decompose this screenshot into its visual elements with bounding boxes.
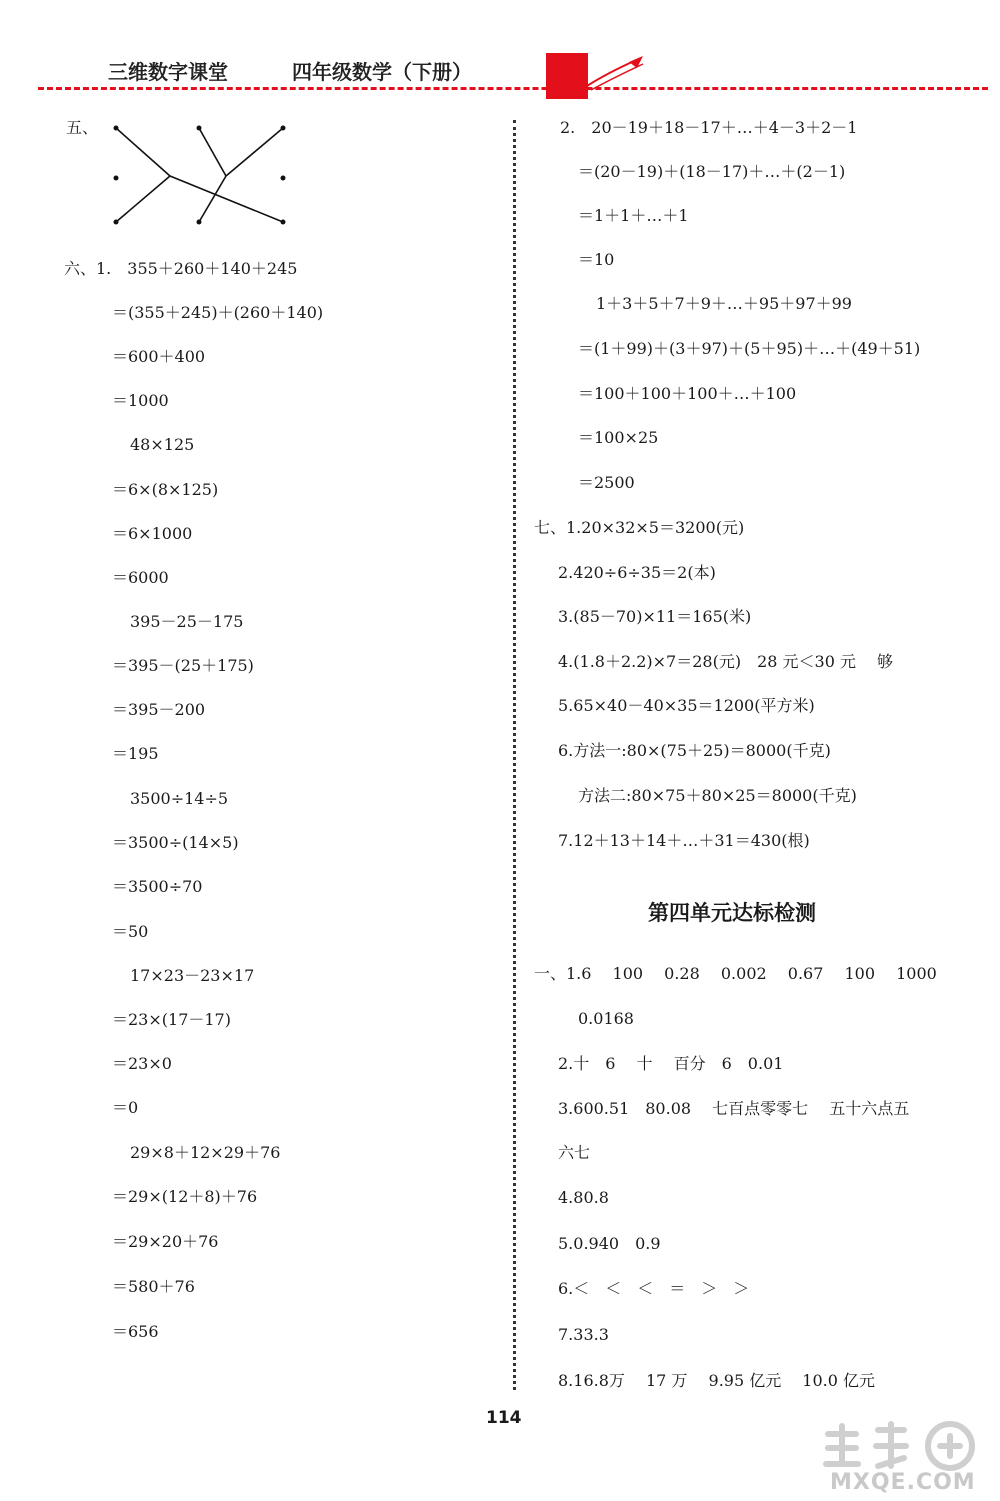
right-line-7: ＝100＋100＋100＋…＋100 <box>578 384 797 403</box>
column-divider <box>513 120 516 1390</box>
right-unit-line-6: 4.80.8 <box>558 1188 609 1207</box>
left-line-10: ＝395－(25＋175) <box>112 656 254 675</box>
left-line-3: ＝600＋400 <box>112 347 206 366</box>
left-line-1: 六、1. 355＋260＋140＋245 <box>64 259 298 278</box>
left-line-12: ＝195 <box>112 744 159 763</box>
red-logo-block <box>546 53 588 99</box>
series-title: 三维数字课堂 <box>108 60 228 84</box>
left-line-13: 3500÷14÷5 <box>130 789 229 808</box>
right-line-1: 2. 20－19＋18－17＋…＋4－3＋2－1 <box>560 118 858 137</box>
left-line-17: 17×23－23×17 <box>130 966 255 985</box>
right-unit-line-1: 一、1.6 100 0.28 0.002 0.67 100 1000 <box>534 964 937 983</box>
right-unit-line-10: 8.16.8万 17 万 9.95 亿元 10.0 亿元 <box>558 1371 876 1390</box>
left-line-21: 29×8＋12×29＋76 <box>130 1143 281 1162</box>
right-unit-line-5: 六七 <box>558 1143 591 1162</box>
left-line-23: ＝29×20＋76 <box>112 1232 219 1251</box>
left-line-8: ＝6000 <box>112 568 169 587</box>
section-5-label: 五、 <box>66 118 99 137</box>
left-line-22: ＝29×(12＋8)＋76 <box>112 1187 258 1206</box>
right-line-4: ＝10 <box>578 250 615 269</box>
rocket-icon <box>585 52 647 92</box>
left-line-4: ＝1000 <box>112 391 169 410</box>
right-line-2: ＝(20－19)＋(18－17)＋…＋(2－1) <box>578 162 846 181</box>
right-line-14: 5.65×40－40×35＝1200(平方米) <box>558 696 815 715</box>
right-line-17: 7.12＋13＋14＋…＋31＝430(根) <box>558 831 810 850</box>
right-line-12: 3.(85－70)×11＝165(米) <box>558 607 752 626</box>
right-line-10: 七、1.20×32×5＝3200(元) <box>534 518 745 537</box>
left-line-2: ＝(355＋245)＋(260＋140) <box>112 303 324 322</box>
page-header <box>0 0 1000 100</box>
right-line-6: ＝(1＋99)＋(3＋97)＋(5＋95)＋…＋(49＋51) <box>578 339 921 358</box>
left-line-6: ＝6×(8×125) <box>112 480 219 499</box>
left-line-19: ＝23×0 <box>112 1054 172 1073</box>
right-line-11: 2.420÷6÷35＝2(本) <box>558 563 716 582</box>
page-number: 114 <box>486 1408 522 1428</box>
right-line-9: ＝2500 <box>578 473 635 492</box>
left-line-14: ＝3500÷(14×5) <box>112 833 239 852</box>
right-line-3: ＝1＋1＋…＋1 <box>578 206 689 225</box>
right-unit-line-3: 2.十 6 十 百分 6 0.01 <box>558 1054 784 1073</box>
right-line-8: ＝100×25 <box>578 428 659 447</box>
right-unit-line-9: 7.33.3 <box>558 1325 609 1344</box>
left-line-7: ＝6×1000 <box>112 524 193 543</box>
right-line-15: 6.方法一:80×(75＋25)＝8000(千克) <box>558 741 831 760</box>
left-line-18: ＝23×(17－17) <box>112 1010 231 1029</box>
right-unit-line-4: 3.600.51 80.08 七百点零零七 五十六点五 <box>558 1099 910 1118</box>
book-title: 四年级数学（下册） <box>292 60 472 84</box>
header-dashed-rule <box>38 87 988 90</box>
right-line-13: 4.(1.8＋2.2)×7＝28(元) 28 元＜30 元 够 <box>558 652 894 671</box>
right-unit-line-2: 0.0168 <box>578 1009 634 1028</box>
left-line-9: 395－25－175 <box>130 612 244 631</box>
left-line-20: ＝0 <box>112 1098 139 1117</box>
unit-4-title: 第四单元达标检测 <box>648 901 816 925</box>
watermark-text: MXQE.COM <box>830 1470 976 1495</box>
left-line-24: ＝580＋76 <box>112 1277 195 1296</box>
right-unit-line-8: 6.＜ ＜ ＜ ＝ ＞ ＞ <box>558 1279 750 1298</box>
left-line-15: ＝3500÷70 <box>112 877 203 896</box>
left-line-25: ＝656 <box>112 1322 159 1341</box>
left-line-11: ＝395－200 <box>112 700 206 719</box>
left-line-5: 48×125 <box>130 435 195 454</box>
right-unit-line-7: 5.0.940 0.9 <box>558 1234 661 1253</box>
right-line-5: 1＋3＋5＋7＋9＋…＋95＋97＋99 <box>596 294 852 313</box>
left-line-16: ＝50 <box>112 922 149 941</box>
matching-diagram <box>100 118 300 230</box>
right-line-16: 方法二:80×75＋80×25＝8000(千克) <box>578 786 857 805</box>
